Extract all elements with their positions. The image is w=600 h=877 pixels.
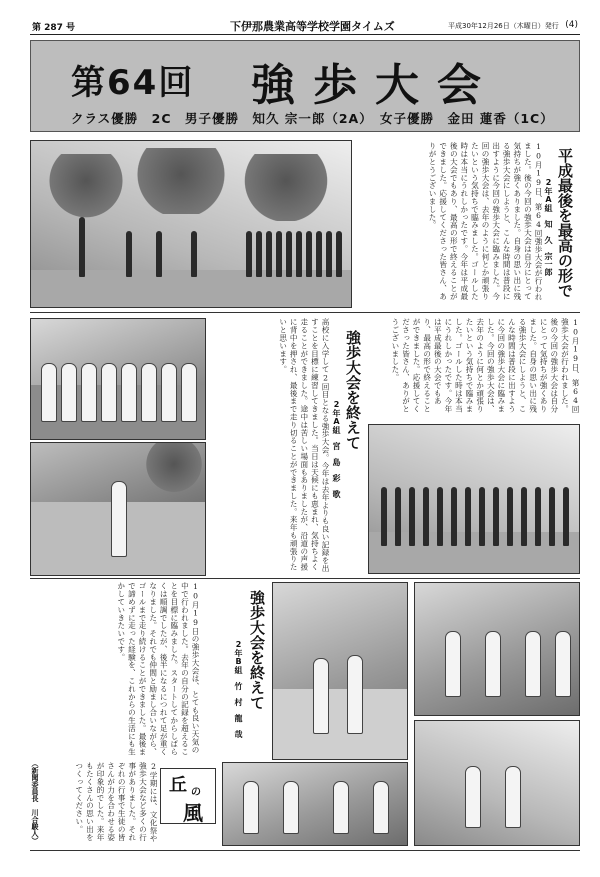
article1-body: 10月19日、第64回強歩大会が行われました。後の今回の強歩大会は自分にとって気持ちが強くありました。自身の思い出に残る強歩大会にしようと、こんな時間は普段に出すように今回の強歩大会に臨みました。今回の強歩大会は、去年のように何とか頑張りたいという気持ちで臨みました。ゴールした時は本当にうれしかったです。今年は平成最後の大会でもあり、最高の形で終えることができました。応援してくださった皆さん、ありがとうございました。 [428,142,543,301]
column-logo [160,768,216,824]
photo-pair-runners [414,720,580,846]
column-logo-bottom: 風 [183,801,203,825]
article2-title: 強歩大会を終えて [344,330,362,450]
article2-byline: 2年A組 宮 島 彩 歌 [332,400,341,498]
article3-byline: 2年B組 竹 村 龍 哉 [234,640,243,738]
paper-name: 下伊那農業高等学校学園タイムズ [230,20,395,33]
photo-girls-peace [222,762,408,846]
photo-students-seated [30,318,206,440]
article2-body: 高校に入学して2回目となる強歩大会。今年は去年よりも良い記録を出すことを目標に練習してきました。当日は天候にも恵まれ、気持ちよく走ることができました。途中は苦しい場面もありましたが、沿道の声援に背中を押され、最後まで走り切ることができました。来年も頑張りたいと思います。 [278,318,330,573]
article3-body: 10月19日の強歩大会は、とても良い天気の中で行われました。去年の自分の記録を超えることを目標に臨みました。スタートしてからしばらくは順調でしたが、後半になるにつれて足が重くなりました。それでも仲間と励まし合いながら、ゴールまで走り続けることができました。最後まで諦めずに走った経験を、これからの生活にも生かしていきたいです。 [116,582,200,756]
photo-finish-group [368,424,580,574]
photo-opening-ceremony [30,140,352,308]
section-divider [30,578,580,579]
publish-date: 平成30年12月26日（木曜日）発行 [448,22,559,30]
photo-cheering-girls [414,582,580,716]
column-signature: （新聞委員長 川合駿人） [31,760,39,844]
article1-continued: 10月19日、第64回強歩大会が行われました。後の今回の強歩大会は自分にとって気持ちが強くありました。自身の思い出に残る強歩大会にしようと、こんな時間は普段に出すように今回の強歩大会に臨みました。今回の強歩大会は、去年のように何とか頑張りたいという気持ちで臨みました。ゴールした時は本当にうれしかったです。今年は平成最後の大会でもあり、最高の形で終えることができました。応援してくださった皆さん、ありがとうございました。 [390,318,580,414]
bottom-rule [30,850,580,851]
issue-number: 第 287 号 [32,23,76,33]
winners-line: クラス優勝 2C 男子優勝 知久 宗一郎（2A） 女子優勝 金田 蓮香（1C） [71,111,554,126]
page-number: (4) [565,20,578,30]
column-logo-mid: の [191,787,201,798]
page-header [30,18,580,35]
photo-two-runners [272,582,408,760]
event-title: 強歩大会 [251,60,499,111]
article1-byline: 2年A組 知 久 宗一郎 [544,178,553,276]
title-banner [30,40,580,132]
section-divider [30,312,580,313]
column-logo-top: 丘 [169,775,187,796]
column-body: 2学期には、文化祭や強歩大会など多くの行事がありました。それぞれの行事で生徒の皆さんが力を合わせる姿が印象的でした。来年もたくさんの思い出をつくってください。 [74,762,158,843]
edition-title: 第64回 [71,63,195,103]
photo-runner-road [30,442,206,576]
article3-title: 強歩大会を終えて [248,590,266,710]
article1-title: 平成最後を最高の形で [556,148,574,298]
